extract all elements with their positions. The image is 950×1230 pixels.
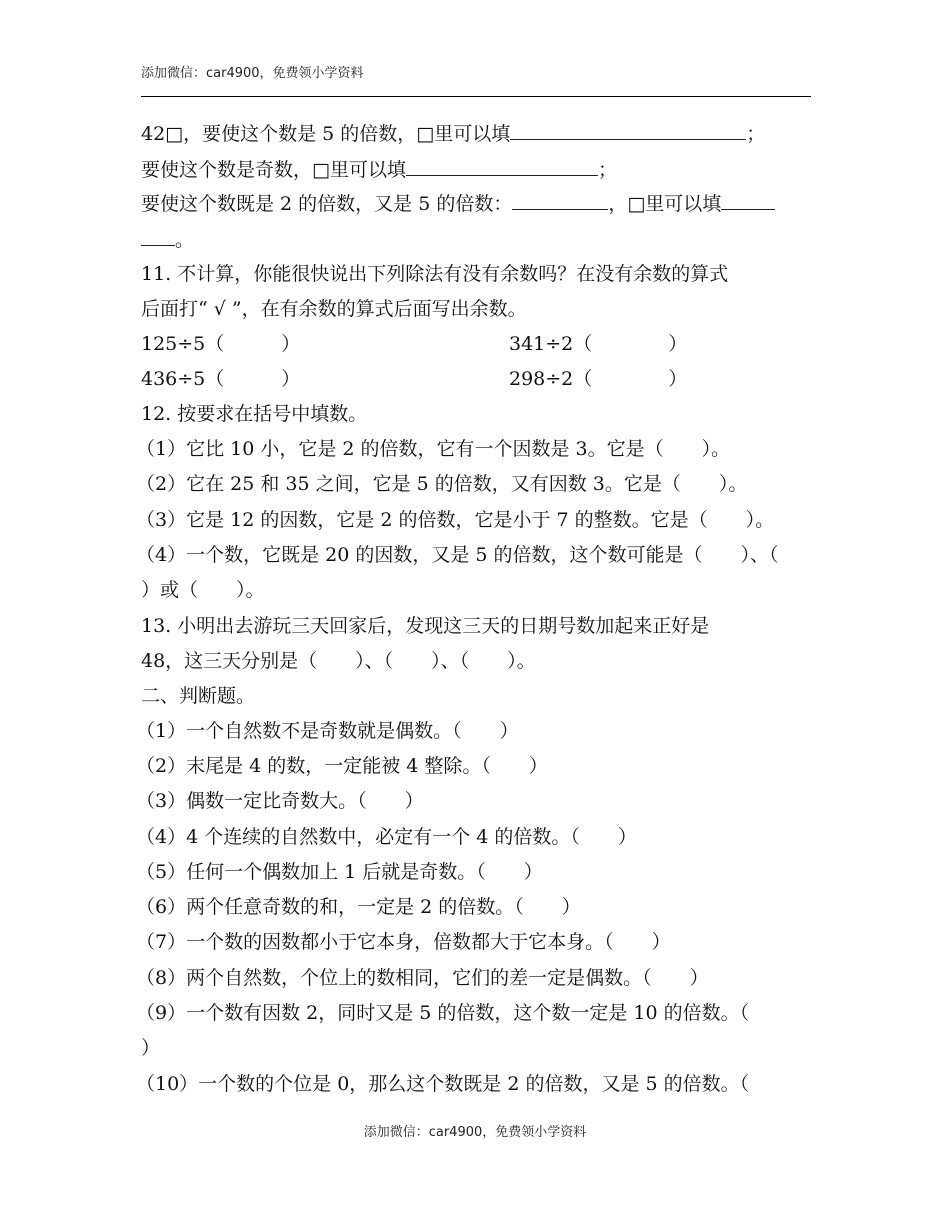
judge-item-10: （10）一个数的个位是 0，那么这个数既是 2 的倍数，又是 5 的倍数。（ [136,1073,750,1095]
q11-line-2: 后面打“ √ ”，在有余数的算式后面写出余数。 [141,298,527,320]
q10-line-4 [141,226,813,252]
q13-line-2: 48，这三天分别是（ ）、（ ）、（ ）。 [141,650,536,672]
judge-item-8: （8）两个自然数，个位上的数相同，它们的差一定是偶数。（ ） [136,967,709,989]
section-2-title: 二、判断题。 [141,685,256,707]
q12-part-1: （1）它比 10 小，它是 2 的倍数，它有一个因数是 3。它是（ ）。 [136,438,731,460]
q10-line-3-text: 要使这个数既是 2 的倍数，又是 5 的倍数： [141,193,513,215]
q10-line-3-mid: ，□里可以填 [608,193,722,215]
q11-line-1: 11. 不计算，你能很快说出下列除法有没有余数吗？在没有余数的算式 [141,263,729,285]
q10-blank-1[interactable] [510,120,746,140]
q10-line-1-end: ； [746,123,766,145]
judge-item-4: （4）4 个连续的自然数中，必定有一个 4 的倍数。（ ） [136,826,637,848]
q11-item-3: 436÷5（ ） [141,368,301,390]
q11-row-2 [141,367,813,391]
q12-part-4: （4）一个数，它既是 20 的因数，又是 5 的倍数，这个数可能是（ ）、（ [136,544,779,566]
q10-blank-3[interactable] [512,190,608,210]
judge-item-3: （3）偶数一定比奇数大。（ ） [136,790,424,812]
q10-blank-2[interactable] [406,156,598,176]
q10-line-4-end: 。 [175,229,195,251]
q12-part-3: （3）它是 12 的因数，它是 2 的倍数，它是小于 7 的整数。它是（ ）。 [136,509,775,531]
judge-item-2: （2）末尾是 4 的数，一定能被 4 整除。（ ） [136,755,548,777]
q10-line-2 [141,156,813,182]
judge-item-9-cont: ） [141,1037,161,1059]
q11-item-4: 298÷2（ ） [509,368,688,390]
judge-item-9: （9）一个数有因数 2，同时又是 5 的倍数，这个数一定是 10 的倍数。（ [136,1002,750,1024]
judge-item-7: （7）一个数的因数都小于它本身，倍数都大于它本身。（ ） [136,931,671,953]
header-divider [141,96,811,97]
q11-row-1 [141,332,813,356]
q12-part-4-cont: ）或（ ）。 [141,579,265,601]
q11-item-2: 341÷2（ ） [509,333,688,355]
q12-title: 12. 按要求在括号中填数。 [141,403,368,425]
header-watermark-note: 添加微信：car4900，免费领小学资料 [141,66,364,81]
q10-line-1 [141,120,813,146]
q11-item-1: 125÷5（ ） [141,333,301,355]
q10-line-3 [141,190,813,216]
q10-line-2-text: 要使这个数是奇数，□里可以填 [141,159,406,181]
q10-line-1-text: 42□，要使这个数是 5 的倍数，□里可以填 [141,123,511,145]
judge-item-5: （5）任何一个偶数加上 1 后就是奇数。（ ） [136,861,543,883]
q13-line-1: 13. 小明出去游玩三天回家后，发现这三天的日期号数加起来正好是 [141,615,710,637]
judge-item-6: （6）两个任意奇数的和，一定是 2 的倍数。（ ） [136,896,581,918]
footer-watermark-note: 添加微信：car4900，免费领小学资料 [363,1125,587,1140]
judge-item-1: （1）一个自然数不是奇数就是偶数。（ ） [136,720,519,742]
q12-part-2: （2）它在 25 和 35 之间，它是 5 的倍数，又有因数 3。它是（ ）。 [136,473,748,495]
q10-blank-4-cont[interactable] [141,226,175,246]
q10-line-2-end: ； [597,159,617,181]
q10-blank-4[interactable] [721,190,775,210]
